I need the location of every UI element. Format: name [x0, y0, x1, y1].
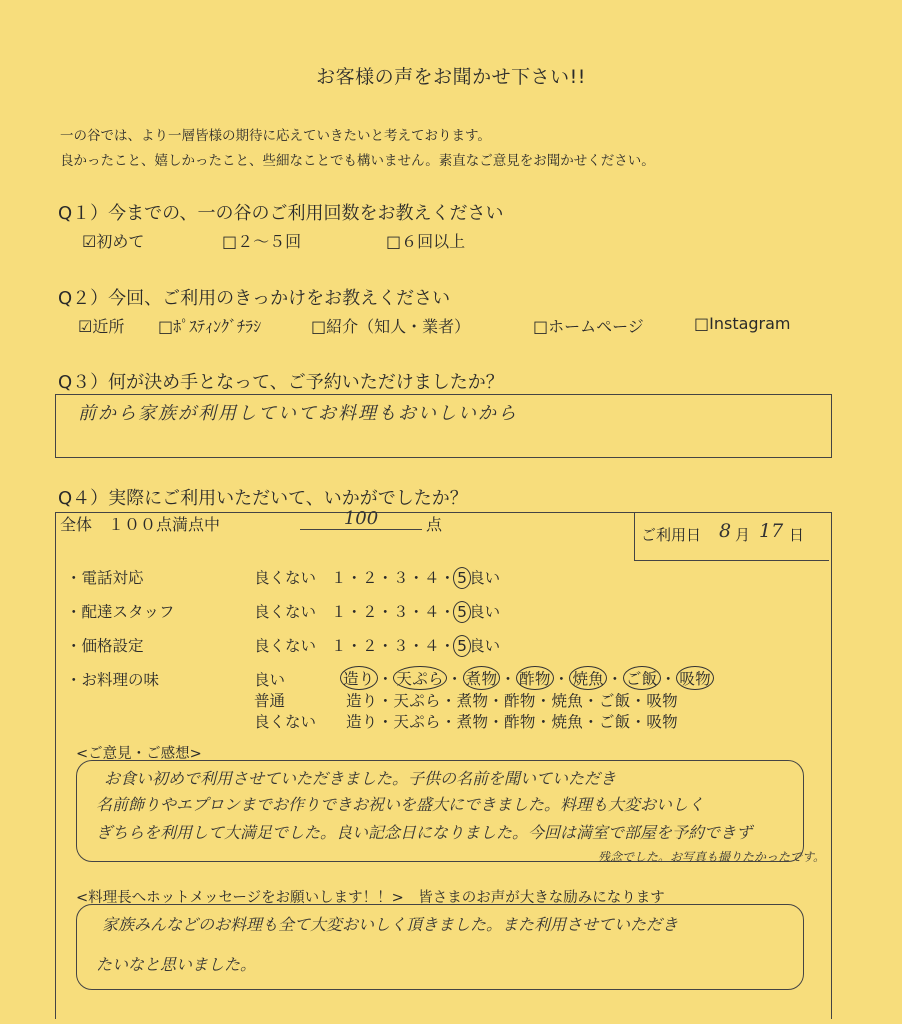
q1-option-first[interactable]: ☑初めて: [82, 232, 145, 251]
dish[interactable]: 造り: [346, 713, 378, 731]
scale-4[interactable]: ４: [424, 603, 440, 621]
scale-3[interactable]: ３: [393, 637, 409, 655]
dish-circled[interactable]: 吸物: [676, 666, 714, 690]
dish-circled[interactable]: 造り: [340, 666, 378, 690]
chef-line-2: たいなと思いました。: [96, 955, 257, 974]
chef-line-1: 家族みんなどのお料理も全て大変おいしく頂きました。また利用させていただき: [102, 915, 679, 934]
scale-1[interactable]: １: [330, 637, 347, 655]
scale-1[interactable]: １: [330, 569, 347, 587]
scale-high-label: 良い: [469, 603, 501, 621]
taste-level-bad: 良くない: [254, 713, 317, 731]
intro-line-1: 一の谷では、より一層皆様の期待に応えていきたいと考えております。: [60, 128, 491, 144]
taste-good-dishes[interactable]: 造り ・ 天ぷら ・ 煮物 ・ 酢物 ・ 焼魚 ・ ご飯 ・ 吸物: [340, 666, 714, 690]
dish[interactable]: 酢物: [504, 713, 536, 731]
scale-high-label: 良い: [469, 637, 501, 655]
scale-3[interactable]: ３: [393, 569, 409, 587]
comment-line-4: 残念でした。お写真も撮りたかったです。: [598, 850, 826, 864]
dish[interactable]: 造り: [346, 692, 378, 710]
scale-5-selected[interactable]: 5: [453, 567, 471, 589]
date-box: [634, 512, 829, 561]
scale-low-label: 良くない: [254, 637, 317, 655]
intro-line-2: 良かったこと、嬉しかったこと、些細なことでも構いません。素直なご意見をお聞かせください。: [60, 153, 655, 169]
score-value[interactable]: 100: [300, 508, 422, 530]
q1-question: Q１）今までの、一の谷のご利用回数をお教えください: [58, 203, 504, 224]
dish[interactable]: 天ぷら: [393, 713, 441, 731]
date-month[interactable]: 8: [719, 520, 732, 542]
dish[interactable]: ご飯: [598, 713, 631, 731]
q2-question: Q２）今回、ご利用のきっかけをお教えください: [58, 288, 451, 309]
taste-average-dishes[interactable]: 造り・天ぷら・煮物・酢物・焼魚・ご飯・吸物: [346, 692, 678, 710]
rating-price-label: ・価格設定: [66, 637, 144, 655]
dish-circled[interactable]: 焼魚: [569, 666, 607, 690]
date-day[interactable]: 17: [759, 520, 784, 542]
chef-message-label: <料理長へホットメッセージをお願いします！！> 皆さまのお声が大きな励みになります: [76, 890, 665, 906]
scale-2[interactable]: ２: [361, 569, 378, 587]
scale-5-selected[interactable]: 5: [453, 635, 471, 657]
q2-option-instagram[interactable]: □Instagram: [694, 314, 791, 333]
scale-5-selected[interactable]: 5: [453, 601, 471, 623]
q2-option-homepage[interactable]: □ホームページ: [533, 317, 644, 336]
dish[interactable]: 天ぷら: [393, 692, 441, 710]
dish-circled[interactable]: 煮物: [463, 666, 501, 690]
page-title: お客様の声をお聞かせ下さい!!: [316, 66, 586, 88]
dish-circled[interactable]: ご飯: [623, 666, 661, 690]
rating-price-scale[interactable]: 良くない １・２・３・４・ 5 良い: [254, 637, 501, 655]
dish-circled[interactable]: 酢物: [516, 666, 554, 690]
dish[interactable]: 焼魚: [551, 713, 584, 731]
scale-2[interactable]: ２: [361, 637, 378, 655]
q3-question: Q３）何が決め手となって、ご予約いただけましたか？: [58, 372, 504, 393]
scale-2[interactable]: ２: [361, 603, 378, 621]
scale-low-label: 良くない: [254, 603, 317, 621]
score-label: 全体 １００点満点中: [60, 515, 221, 534]
taste-label: ・お料理の味: [66, 671, 160, 689]
taste-level-average: 普通: [254, 692, 286, 710]
comment-line-3: ぎちらを利用して大満足でした。良い記念日になりました。今回は満室で部屋を予約できず: [96, 823, 753, 842]
q4-question: Q４）実際にご利用いただいて、いかがでしたか？: [58, 488, 468, 509]
comment-line-1: お食い初めで利用させていただきました。子供の名前を聞いていただき: [104, 769, 617, 788]
dish[interactable]: 焼魚: [551, 692, 584, 710]
rating-staff-label: ・配達スタッフ: [66, 603, 175, 621]
scale-4[interactable]: ４: [424, 637, 440, 655]
taste-level-good: 良い: [254, 671, 286, 689]
date-month-label: 月: [735, 526, 751, 544]
rating-phone-label: ・電話対応: [66, 569, 144, 587]
rating-staff-scale[interactable]: 良くない １・２・３・４・ 5 良い: [254, 603, 501, 621]
date-label: ご利用日: [641, 526, 702, 544]
dish[interactable]: 煮物: [456, 713, 489, 731]
q2-option-referral[interactable]: □紹介（知人・業者）: [311, 317, 471, 336]
q2-option-neighborhood[interactable]: ☑近所: [78, 317, 125, 336]
scale-low-label: 良くない: [254, 569, 317, 587]
score-unit: 点: [426, 515, 443, 534]
q3-answer: 前から家族が利用していてお料理もおいしいから: [78, 403, 518, 424]
q3-answer-box[interactable]: [55, 394, 832, 458]
scale-3[interactable]: ３: [393, 603, 409, 621]
comment-line-2: 名前飾りやエプロンまでお作りできお祝いを盛大にできました。料理も大変おいしく: [96, 795, 705, 814]
q1-option-2to5[interactable]: □２～５回: [222, 232, 302, 251]
q1-option-6plus[interactable]: □６回以上: [386, 232, 466, 251]
dish[interactable]: 煮物: [456, 692, 489, 710]
comments-label: <ご意見・ご感想>: [76, 746, 202, 762]
dish[interactable]: 酢物: [504, 692, 536, 710]
taste-bad-dishes[interactable]: 造り・天ぷら・煮物・酢物・焼魚・ご飯・吸物: [346, 713, 678, 731]
dish[interactable]: 吸物: [646, 692, 678, 710]
scale-1[interactable]: １: [330, 603, 347, 621]
dish[interactable]: 吸物: [646, 713, 678, 731]
date-day-label: 日: [789, 526, 805, 544]
rating-phone-scale[interactable]: 良くない １・２・３・４・ 5 良い: [254, 569, 501, 587]
dish-circled[interactable]: 天ぷら: [393, 666, 446, 690]
scale-4[interactable]: ４: [424, 569, 440, 587]
scale-high-label: 良い: [469, 569, 501, 587]
q2-option-flyer[interactable]: □ﾎﾟｽﾃｨﾝｸﾞﾁﾗｼ: [158, 317, 262, 336]
dish[interactable]: ご飯: [598, 692, 631, 710]
